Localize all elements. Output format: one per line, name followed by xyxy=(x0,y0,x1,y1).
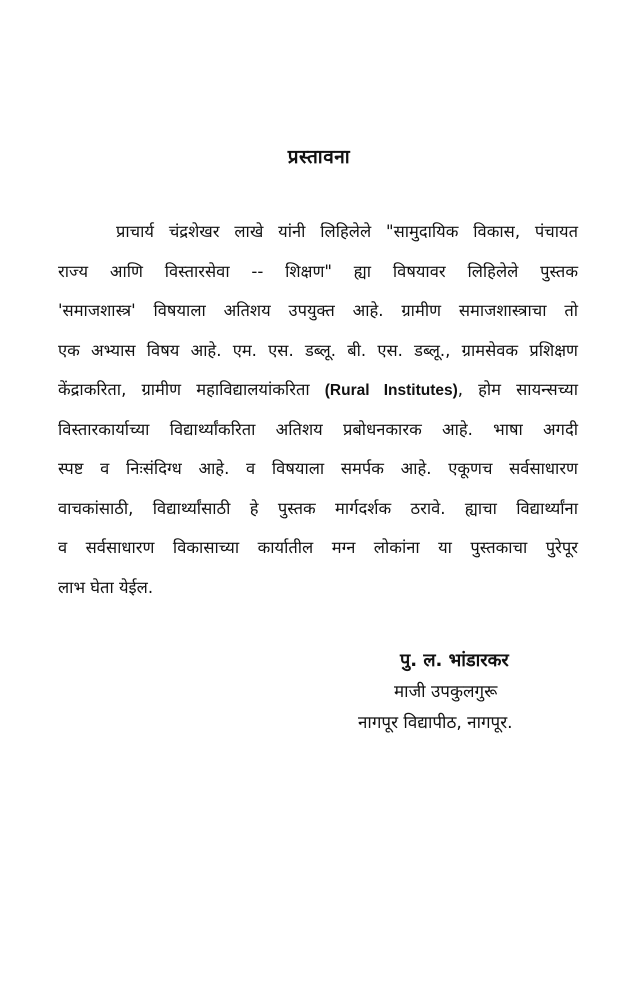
paragraph-line-5-part-1: केंद्राकरिता, ग्रामीण महाविद्यालयांकरिता xyxy=(58,380,310,399)
paragraph-line-8: वाचकांसाठी, विद्यार्थ्यांसाठी हे पुस्तक मार्गदर्शक ठरावे. ह्याचा विद्यार्थ्यांना xyxy=(58,498,578,518)
paragraph-line-3: 'समाजशास्त्र' विषयाला अतिशय उपयुक्त आहे. ग्रामीण समाजशास्त्राचा तो xyxy=(58,301,578,320)
paragraph-line-5-latin: (Rural Institutes) xyxy=(324,382,458,399)
page-title: प्रस्तावना xyxy=(287,146,351,168)
signature-block xyxy=(330,645,570,739)
signatory-institution: नागपूर विद्यापीठ, नागपूर. xyxy=(358,713,513,733)
paragraph-line-2: राज्य आणि विस्तारसेवा -- शिक्षण" ह्या विषयावर लिहिलेले पुस्तक xyxy=(58,261,578,281)
paragraph-line-10: लाभ घेता येईल. xyxy=(58,577,154,597)
paragraph-line-7: स्पष्ट व निःसंदिग्ध आहे. व विषयाला समर्पक आहे. एकूणच सर्वसाधारण xyxy=(58,459,578,478)
preface-paragraph xyxy=(58,212,578,607)
paragraph-line-9: व सर्वसाधारण विकासाच्या कार्यातील मग्न लोकांना या पुस्तकाचा पुरेपूर xyxy=(58,538,578,557)
paragraph-line-1: प्राचार्य चंद्रशेखर लाखे यांनी लिहिलेले "सामुदायिक विकास, पंचायत xyxy=(116,222,578,241)
signatory-name: पु. ल. भांडारकर xyxy=(400,650,509,671)
paragraph-line-5-part-2: , होम सायन्सच्या xyxy=(457,380,578,399)
paragraph-line-6: विस्तारकार्याच्या विद्यार्थ्यांकरिता अतिशय प्रबोधनकारक आहे. भाषा अगदी xyxy=(58,419,578,439)
signatory-designation: माजी उपकुलगुरू xyxy=(394,682,498,702)
paragraph-line-5 xyxy=(58,370,578,410)
paragraph-line-4: एक अभ्यास विषय आहे. एम. एस. डब्लू. बी. एस. डब्लू., ग्रामसेवक प्रशिक्षण xyxy=(58,340,578,360)
